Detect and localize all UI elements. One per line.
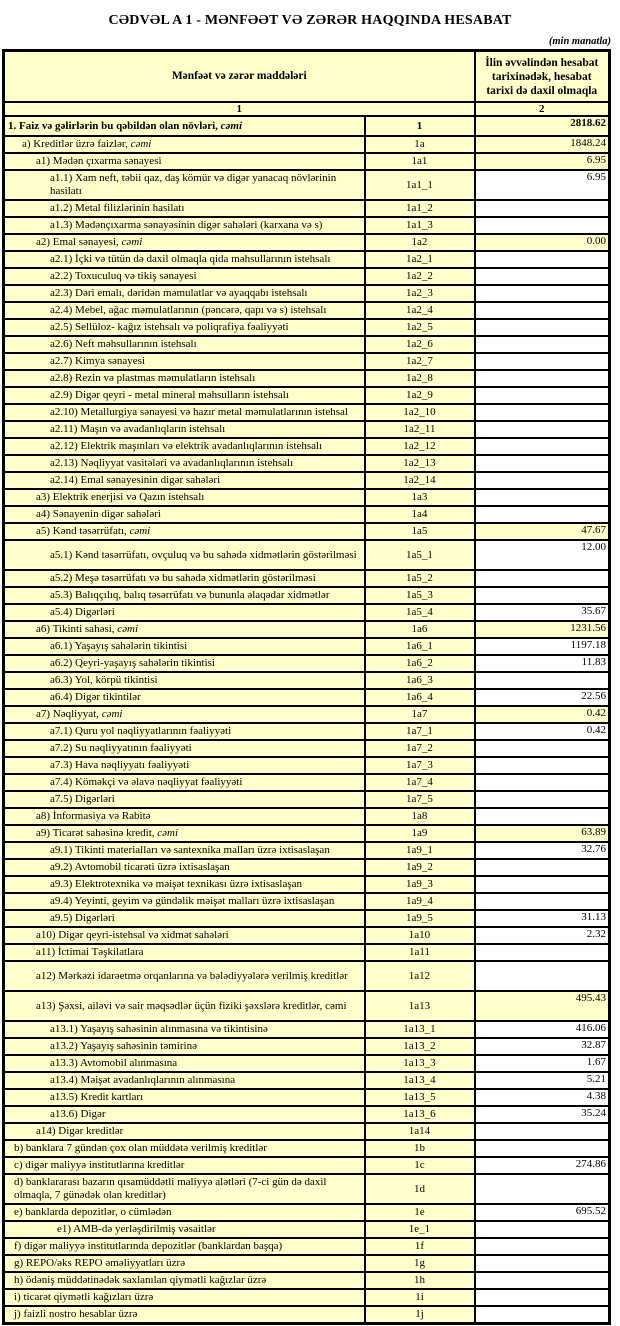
table-row bbox=[4, 672, 610, 689]
table-row bbox=[4, 489, 610, 506]
row-value: 22.56 bbox=[475, 689, 610, 706]
row-value bbox=[475, 404, 610, 421]
table-row bbox=[4, 1289, 610, 1306]
row-label: a5.2) Meşə təsərrüfatı və bu sahədə xidmətlərin göstərilməsi bbox=[4, 570, 365, 587]
row-label: g) REPO/əks REPO əməliyyatları üzrə bbox=[4, 1255, 365, 1272]
row-value bbox=[475, 876, 610, 893]
row-value bbox=[475, 319, 610, 336]
row-label: a2.10) Metallurgiya sənayesi və hazır metal məmulatlarının istehsal bbox=[4, 404, 365, 421]
row-label: a12) Mərkəzi idarəetmə orqanlarına və bələdiyyələrə verilmiş kreditlər bbox=[4, 961, 365, 991]
row-code: 1a1_2 bbox=[365, 200, 475, 217]
row-label: 1. Faiz və gəlirlərin bu qəbildən olan növləri, cəmi bbox=[4, 116, 365, 136]
table-row bbox=[4, 570, 610, 587]
row-value bbox=[475, 791, 610, 808]
row-code: 1f bbox=[365, 1238, 475, 1255]
row-value bbox=[475, 1306, 610, 1323]
row-label: b) banklara 7 gündən çox olan müddətə verilmiş kreditlər bbox=[4, 1140, 365, 1157]
row-label: e) banklarda depozitlər, o cümlədən bbox=[4, 1204, 365, 1221]
row-value: 31.13 bbox=[475, 910, 610, 927]
row-code: 1a13_2 bbox=[365, 1038, 475, 1055]
table-row bbox=[4, 370, 610, 387]
row-label: a7.3) Hava nəqliyyatı fəaliyyəti bbox=[4, 757, 365, 774]
row-label: a9.5) Digərləri bbox=[4, 910, 365, 927]
row-label: a7) Nəqliyyat, cəmi bbox=[4, 706, 365, 723]
table-row bbox=[4, 523, 610, 540]
table-row bbox=[4, 1106, 610, 1123]
row-value bbox=[475, 1255, 610, 1272]
row-label: a2.5) Sellüloz- kağız istehsalı və poliqrafiya fəaliyyəti bbox=[4, 319, 365, 336]
row-code: 1a5_4 bbox=[365, 604, 475, 621]
row-value bbox=[475, 859, 610, 876]
row-code: 1a2_2 bbox=[365, 268, 475, 285]
row-value bbox=[475, 774, 610, 791]
row-code: 1a1 bbox=[365, 153, 475, 170]
row-code: 1a9 bbox=[365, 825, 475, 842]
row-label: a2.9) Digər qeyri - metal mineral məhsulların istehsalı bbox=[4, 387, 365, 404]
row-label: a9.4) Yeyinti, geyim və gündəlik məişət malları üzrə ixtisaslaşan bbox=[4, 893, 365, 910]
row-label: a2.6) Neft məhsullarının istehsalı bbox=[4, 336, 365, 353]
table-row bbox=[4, 1021, 610, 1038]
table-row bbox=[4, 1255, 610, 1272]
table-row bbox=[4, 655, 610, 672]
table-row bbox=[4, 842, 610, 859]
row-value: 1197.18 bbox=[475, 638, 610, 655]
row-code: 1a13_3 bbox=[365, 1055, 475, 1072]
table-row bbox=[4, 1140, 610, 1157]
row-value: 6.95 bbox=[475, 170, 610, 200]
table-row bbox=[4, 472, 610, 489]
row-label: a13.1) Yaşayış sahəsinin alınmasına və tikintisinə bbox=[4, 1021, 365, 1038]
row-code: 1 bbox=[365, 116, 475, 136]
row-label: a9.2) Avtomobil ticarəti üzrə ixtisaslaşan bbox=[4, 859, 365, 876]
row-value bbox=[475, 961, 610, 991]
row-value: 2.32 bbox=[475, 927, 610, 944]
row-value: 1.67 bbox=[475, 1055, 610, 1072]
row-value bbox=[475, 302, 610, 319]
row-code: 1a6_1 bbox=[365, 638, 475, 655]
row-label: a2.13) Nəqliyyat vasitələri və avadanlıqlarının istehsalı bbox=[4, 455, 365, 472]
column-number-row bbox=[4, 102, 610, 116]
row-code: 1a2_13 bbox=[365, 455, 475, 472]
table-row bbox=[4, 1272, 610, 1289]
table-row bbox=[4, 319, 610, 336]
row-value bbox=[475, 421, 610, 438]
row-label: f) digər maliyyə institutlarında depozitlər (banklardan başqa) bbox=[4, 1238, 365, 1255]
row-label: a13) Şəxsi, ailəvi və sair məqsədlər üçün fiziki şəxslərə kreditlər, cəmi bbox=[4, 991, 365, 1021]
page-title: CƏDVƏL A 1 - MƏNFƏƏT VƏ ZƏRƏR HAQQINDA HESABAT bbox=[108, 13, 512, 28]
row-code: 1a9_5 bbox=[365, 910, 475, 927]
table-row bbox=[4, 153, 610, 170]
row-label: a6.3) Yol, körpü tikintisi bbox=[4, 672, 365, 689]
row-label: a2.14) Emal sənayesinin digər sahələri bbox=[4, 472, 365, 489]
row-code: 1a9_3 bbox=[365, 876, 475, 893]
row-value bbox=[475, 1174, 610, 1204]
row-code: 1a7_2 bbox=[365, 740, 475, 757]
row-value bbox=[475, 285, 610, 302]
row-value: 4.38 bbox=[475, 1089, 610, 1106]
table-row bbox=[4, 808, 610, 825]
row-code: 1a12 bbox=[365, 961, 475, 991]
row-code: 1a6_3 bbox=[365, 672, 475, 689]
table-row bbox=[4, 285, 610, 302]
table-row bbox=[4, 1055, 610, 1072]
row-label: a2.11) Maşın və avadanlıqların istehsalı bbox=[4, 421, 365, 438]
row-value bbox=[475, 455, 610, 472]
row-label: a2.2) Toxuculuq və tikiş sənayesi bbox=[4, 268, 365, 285]
row-label: a7.2) Su nəqliyyatının fəaliyyəti bbox=[4, 740, 365, 757]
row-label: c) digər maliyyə institutlarına kreditlər bbox=[4, 1157, 365, 1174]
table-row bbox=[4, 268, 610, 285]
row-value: 63.89 bbox=[475, 825, 610, 842]
row-value: 2818.62 bbox=[475, 116, 610, 136]
row-code: 1a11 bbox=[365, 944, 475, 961]
row-label: a2.7) Kimya sənayesi bbox=[4, 353, 365, 370]
row-code: 1a2_3 bbox=[365, 285, 475, 302]
row-value: 0.00 bbox=[475, 234, 610, 251]
row-code: 1a7_1 bbox=[365, 723, 475, 740]
row-value bbox=[475, 506, 610, 523]
row-value: 274.86 bbox=[475, 1157, 610, 1174]
table-row bbox=[4, 1089, 610, 1106]
table-row bbox=[4, 706, 610, 723]
table-row bbox=[4, 825, 610, 842]
row-code: 1j bbox=[365, 1306, 475, 1323]
row-code: 1a2_1 bbox=[365, 251, 475, 268]
table-row bbox=[4, 1221, 610, 1238]
row-value bbox=[475, 757, 610, 774]
row-value bbox=[475, 472, 610, 489]
row-label: d) banklararası bazarın qısamüddətli maliyyə alətləri (7-ci gün də daxil olmaqla, 7 günədək olan kreditlər) bbox=[4, 1174, 365, 1204]
row-value bbox=[475, 1123, 610, 1140]
row-value: 1231.56 bbox=[475, 621, 610, 638]
row-value bbox=[475, 387, 610, 404]
table-row bbox=[4, 991, 610, 1021]
table-row bbox=[4, 638, 610, 655]
row-value bbox=[475, 200, 610, 217]
row-code: 1e bbox=[365, 1204, 475, 1221]
items-column-header: Mənfəət və zərər maddələri bbox=[4, 51, 475, 103]
table-row bbox=[4, 336, 610, 353]
table-row bbox=[4, 604, 610, 621]
row-code: 1a7_4 bbox=[365, 774, 475, 791]
row-label: a3) Elektrik enerjisi və Qazın istehsalı bbox=[4, 489, 365, 506]
table-row bbox=[4, 438, 610, 455]
row-code: 1a2_4 bbox=[365, 302, 475, 319]
row-label: h) ödəniş müddətinədək saxlanılan qiymətli kağızlar üzrə bbox=[4, 1272, 365, 1289]
table-row bbox=[4, 200, 610, 217]
value-column-header: İlin əvvəlindən hesabat tarixinədək, hesabat tarixi də daxil olmaqla bbox=[475, 51, 610, 103]
row-value bbox=[475, 808, 610, 825]
row-code: 1a5_3 bbox=[365, 587, 475, 604]
row-label: a13.4) Məişət avadanlıqlarının alınmasına bbox=[4, 1072, 365, 1089]
table-row bbox=[4, 961, 610, 991]
table-header-row bbox=[4, 51, 610, 103]
table-row bbox=[4, 1072, 610, 1089]
row-code: 1a7 bbox=[365, 706, 475, 723]
row-code: 1a13_5 bbox=[365, 1089, 475, 1106]
row-value: 5.21 bbox=[475, 1072, 610, 1089]
table-row bbox=[4, 1038, 610, 1055]
row-code: 1d bbox=[365, 1174, 475, 1204]
row-code: 1a2_6 bbox=[365, 336, 475, 353]
row-code: 1a1_3 bbox=[365, 217, 475, 234]
unit-note: (min manatla) bbox=[548, 36, 611, 47]
row-code: 1g bbox=[365, 1255, 475, 1272]
report-table-body bbox=[4, 116, 610, 1323]
row-value bbox=[475, 1140, 610, 1157]
table-row bbox=[4, 455, 610, 472]
row-label: a13.2) Yaşayış sahəsinin təmirinə bbox=[4, 1038, 365, 1055]
row-code: 1a5 bbox=[365, 523, 475, 540]
row-value: 0.42 bbox=[475, 706, 610, 723]
items-column-number: 1 bbox=[4, 102, 475, 116]
table-row bbox=[4, 506, 610, 523]
row-code: 1a9_1 bbox=[365, 842, 475, 859]
row-value: 35.67 bbox=[475, 604, 610, 621]
row-label: a13.5) Kredit kartları bbox=[4, 1089, 365, 1106]
row-label: j) faizli nostro hesablar üzrə bbox=[4, 1306, 365, 1323]
table-row bbox=[4, 621, 610, 638]
row-label: a1.2) Metal filizlərinin hasilatı bbox=[4, 200, 365, 217]
row-value: 12.00 bbox=[475, 540, 610, 570]
row-value: 695.52 bbox=[475, 1204, 610, 1221]
table-row bbox=[4, 136, 610, 153]
row-label: a7.5) Digərləri bbox=[4, 791, 365, 808]
row-code: 1a2_11 bbox=[365, 421, 475, 438]
row-code: 1a3 bbox=[365, 489, 475, 506]
row-label: a14) Digər kreditlər bbox=[4, 1123, 365, 1140]
row-code: 1e_1 bbox=[365, 1221, 475, 1238]
row-label: a5.4) Digərləri bbox=[4, 604, 365, 621]
row-value bbox=[475, 251, 610, 268]
row-label: a9.1) Tikinti materialları və santexnika malları üzrə ixtisaslaşan bbox=[4, 842, 365, 859]
row-code: 1a9_4 bbox=[365, 893, 475, 910]
row-code: 1a2_8 bbox=[365, 370, 475, 387]
row-label: a9) Ticarət sahəsinə kredit, cəmi bbox=[4, 825, 365, 842]
row-code: 1c bbox=[365, 1157, 475, 1174]
row-value: 47.67 bbox=[475, 523, 610, 540]
table-row bbox=[4, 217, 610, 234]
row-value bbox=[475, 570, 610, 587]
row-label: a2.8) Rezin və plastmas məmulatların istehsalı bbox=[4, 370, 365, 387]
table-row bbox=[4, 910, 610, 927]
row-code: 1a5_1 bbox=[365, 540, 475, 570]
row-code: 1a6 bbox=[365, 621, 475, 638]
row-code: 1a13_1 bbox=[365, 1021, 475, 1038]
table-row bbox=[4, 1204, 610, 1221]
row-code: 1i bbox=[365, 1289, 475, 1306]
row-code: 1a14 bbox=[365, 1123, 475, 1140]
row-code: 1a2 bbox=[365, 234, 475, 251]
row-value bbox=[475, 893, 610, 910]
table-row bbox=[4, 740, 610, 757]
row-label: a2.1) İçki və tütün də daxil olmaqla qida məhsullarının istehsalı bbox=[4, 251, 365, 268]
row-code: 1a6_4 bbox=[365, 689, 475, 706]
row-label: i) ticarət qiymətli kağızları üzrə bbox=[4, 1289, 365, 1306]
row-value bbox=[475, 944, 610, 961]
table-row bbox=[4, 1123, 610, 1140]
row-code: 1a8 bbox=[365, 808, 475, 825]
table-row bbox=[4, 116, 610, 136]
row-label: a8) İnformasiya və Rabitə bbox=[4, 808, 365, 825]
row-value bbox=[475, 740, 610, 757]
row-label: e1) AMB-də yerləşdirilmiş vəsaitlər bbox=[4, 1221, 365, 1238]
table-row bbox=[4, 251, 610, 268]
row-value bbox=[475, 438, 610, 455]
table-row bbox=[4, 1238, 610, 1255]
row-code: 1a13 bbox=[365, 991, 475, 1021]
row-label: a2.4) Mebel, ağac məmulatlarının (pəncərə, qapı və s) istehsalı bbox=[4, 302, 365, 319]
table-row bbox=[4, 791, 610, 808]
row-code: 1a7_5 bbox=[365, 791, 475, 808]
row-code: 1a2_14 bbox=[365, 472, 475, 489]
table-row bbox=[4, 723, 610, 740]
table-row bbox=[4, 876, 610, 893]
table-row bbox=[4, 689, 610, 706]
row-value bbox=[475, 370, 610, 387]
row-label: a2.3) Dəri emalı, dəridən məmulatlar və ayaqqabı istehsalı bbox=[4, 285, 365, 302]
row-label: a10) Digər qeyri-istehsal və xidmət sahələri bbox=[4, 927, 365, 944]
row-code: 1a10 bbox=[365, 927, 475, 944]
row-value: 6.95 bbox=[475, 153, 610, 170]
table-row bbox=[4, 170, 610, 200]
row-code: 1a2_10 bbox=[365, 404, 475, 421]
row-value bbox=[475, 268, 610, 285]
row-label: a5.1) Kənd təsərrüfatı, ovçuluq və bu sahədə xidmətlərin göstərilməsi bbox=[4, 540, 365, 570]
table-row bbox=[4, 1157, 610, 1174]
table-row bbox=[4, 540, 610, 570]
row-label: a6.2) Qeyri-yaşayış sahələrin tikintisi bbox=[4, 655, 365, 672]
table-row bbox=[4, 302, 610, 319]
row-code: 1a9_2 bbox=[365, 859, 475, 876]
row-label: a13.6) Digər bbox=[4, 1106, 365, 1123]
row-code: 1a7_3 bbox=[365, 757, 475, 774]
row-value bbox=[475, 1272, 610, 1289]
row-code: 1a5_2 bbox=[365, 570, 475, 587]
row-code: 1a2_9 bbox=[365, 387, 475, 404]
row-label: a2.12) Elektrik maşınları və elektrik avadanlıqlarının istehsalı bbox=[4, 438, 365, 455]
row-label: a2) Emal sənayesi, cəmi bbox=[4, 234, 365, 251]
row-label: a) Kreditlər üzrə faizlər, cəmi bbox=[4, 136, 365, 153]
row-label: a1.1) Xam neft, təbii qaz, daş kömür və digər yanacaq növlərinin hasilatı bbox=[4, 170, 365, 200]
row-code: 1a4 bbox=[365, 506, 475, 523]
row-code: 1a1_1 bbox=[365, 170, 475, 200]
row-code: 1a6_2 bbox=[365, 655, 475, 672]
row-value: 32.87 bbox=[475, 1038, 610, 1055]
row-value bbox=[475, 587, 610, 604]
row-label: a5) Kənd təsərrüfatı, cəmi bbox=[4, 523, 365, 540]
row-value: 1848.24 bbox=[475, 136, 610, 153]
row-label: a1) Mədən çıxarma sənayesi bbox=[4, 153, 365, 170]
row-label: a6.1) Yaşayış sahələrin tikintisi bbox=[4, 638, 365, 655]
table-row bbox=[4, 353, 610, 370]
row-label: a7.4) Köməkçi və əlavə nəqliyyat fəaliyyəti bbox=[4, 774, 365, 791]
row-code: 1a bbox=[365, 136, 475, 153]
row-label: a7.1) Quru yol nəqliyyatlarının fəaliyyəti bbox=[4, 723, 365, 740]
row-code: 1a2_5 bbox=[365, 319, 475, 336]
row-value: 0.42 bbox=[475, 723, 610, 740]
row-code: 1h bbox=[365, 1272, 475, 1289]
row-value bbox=[475, 217, 610, 234]
row-code: 1a2_7 bbox=[365, 353, 475, 370]
row-value: 32.76 bbox=[475, 842, 610, 859]
table-row bbox=[4, 927, 610, 944]
row-value: 11.83 bbox=[475, 655, 610, 672]
row-code: 1a2_12 bbox=[365, 438, 475, 455]
row-value bbox=[475, 1238, 610, 1255]
table-row bbox=[4, 404, 610, 421]
row-label: a6.4) Digər tikintilər bbox=[4, 689, 365, 706]
row-value bbox=[475, 1221, 610, 1238]
table-row bbox=[4, 1174, 610, 1204]
row-value bbox=[475, 489, 610, 506]
row-value: 35.24 bbox=[475, 1106, 610, 1123]
row-label: a11) İctimai Təşkilatlara bbox=[4, 944, 365, 961]
table-row bbox=[4, 893, 610, 910]
row-value bbox=[475, 336, 610, 353]
profit-loss-table bbox=[2, 49, 611, 1325]
row-code: 1b bbox=[365, 1140, 475, 1157]
row-value bbox=[475, 353, 610, 370]
table-row bbox=[4, 774, 610, 791]
row-code: 1a13_4 bbox=[365, 1072, 475, 1089]
row-label: a1.3) Mədənçıxarma sənayəsinin digər sahələri (karxana və s) bbox=[4, 217, 365, 234]
value-column-number: 2 bbox=[475, 102, 610, 116]
table-row bbox=[4, 587, 610, 604]
row-value: 416.06 bbox=[475, 1021, 610, 1038]
row-label: a5.3) Balıqçılıq, balıq təsərrüfatı və bununla əlaqədar xidmətlər bbox=[4, 587, 365, 604]
table-row bbox=[4, 1306, 610, 1323]
row-value bbox=[475, 672, 610, 689]
table-row bbox=[4, 944, 610, 961]
table-row bbox=[4, 234, 610, 251]
table-row bbox=[4, 387, 610, 404]
table-row bbox=[4, 421, 610, 438]
row-value: 495.43 bbox=[475, 991, 610, 1021]
row-label: a13.3) Avtomobil alınmasına bbox=[4, 1055, 365, 1072]
row-label: a9.3) Elektrotexnika və məişət texnikası üzrə ixtisaslaşan bbox=[4, 876, 365, 893]
row-label: a4) Sənayenin digər sahələri bbox=[4, 506, 365, 523]
row-code: 1a13_6 bbox=[365, 1106, 475, 1123]
row-value bbox=[475, 1289, 610, 1306]
table-row bbox=[4, 757, 610, 774]
table-row bbox=[4, 859, 610, 876]
row-label: a6) Tikinti sahəsi, cəmi bbox=[4, 621, 365, 638]
